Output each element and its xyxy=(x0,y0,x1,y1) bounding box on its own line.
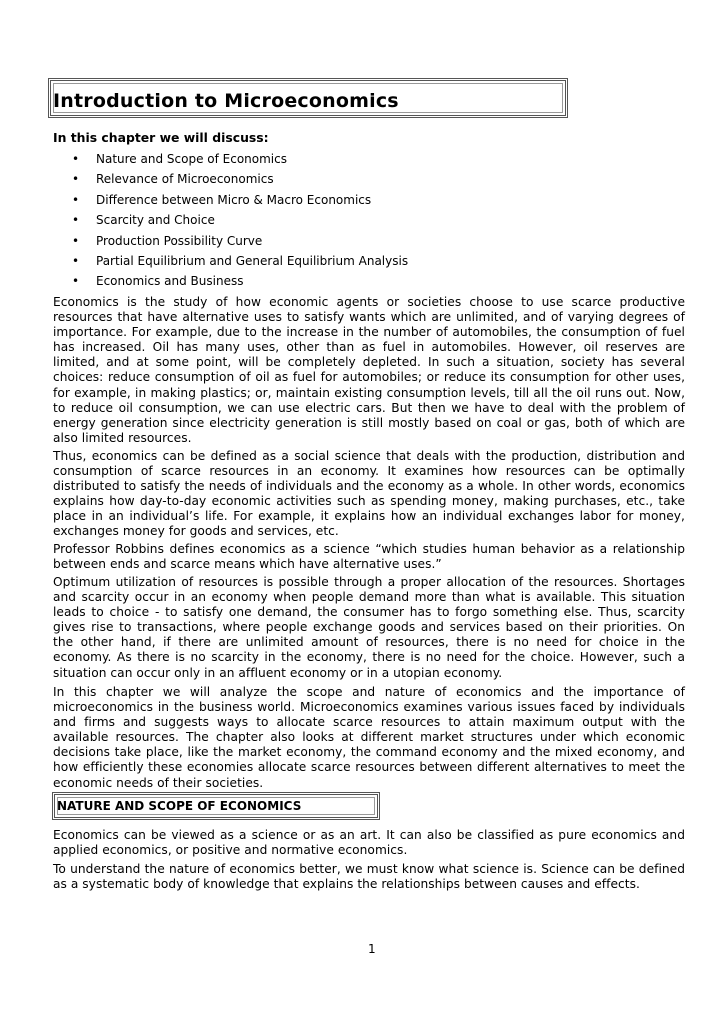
list-item-text: Partial Equilibrium and General Equilibrium Analysis xyxy=(96,253,409,268)
bullet-icon: • xyxy=(72,274,80,289)
paragraph-scarcity: Optimum utilization of resources is possible through a proper allocation of the resources. Shortages and scarcity occur in an economy when people demand more than what is available. This situation leads to choice - to satisfy one demand, the consumer has to forgo something else. Thus, scarcity gives rise to transactions, where people exchange goods and services based on their priorities. On the other hand, if there are unlimited amount of resources, there is no need for choice in the economy. As there is no scarcity in the economy, there is no need for the choice. However, such a situation can occur only in an affluent economy or in a utopian economy. xyxy=(53,575,685,680)
paragraph-robbins-definition: Professor Robbins defines economics as a science “which studies human behavior as a relationship between ends and scarce means which have alternative uses.” xyxy=(53,542,685,572)
bullet-icon: • xyxy=(72,192,80,207)
list-item-text: Difference between Micro & Macro Economics xyxy=(96,192,372,207)
list-item-text: Nature and Scope of Economics xyxy=(96,152,287,166)
list-item-text: Production Possibility Curve xyxy=(96,233,263,248)
chapter-intro: In this chapter we will discuss: xyxy=(53,130,269,145)
list-item-text: Scarcity and Choice xyxy=(96,213,215,228)
chapter-title: Introduction to Microeconomics xyxy=(53,90,399,112)
bullet-icon: • xyxy=(72,233,80,248)
page-number: 1 xyxy=(368,942,376,956)
paragraph-science-or-art: Economics can be viewed as a science or as an art. It can also be classified as pure economics and applied economics, or positive and normative economics. xyxy=(53,828,685,858)
bullet-icon: • xyxy=(72,152,80,166)
paragraph-economics-definition: Economics is the study of how economic agents or societies choose to use scarce productive resources that have alternative uses to satisfy wants which are unlimited, and of varying degrees of importance. For example, due to the increase in the number of automobiles, the consumption of fuel has increased. Oil has many uses, other than as fuel in automobiles. However, oil reserves are limited, and at some point, will be completely depleted. In such a situation, society has several choices: reduce consumption of oil as fuel for automobiles; or reduce its consumption for other uses, for example, in making plastics; or, maintain existing consumption levels, till all the oil runs out. Now, to reduce oil consumption, we can use electric cars. But then we have to deal with the problem of energy generation since electricity generation is still mostly based on coal or gas, both of which are also limited resources. xyxy=(53,295,685,445)
list-item-text: Economics and Business xyxy=(96,274,244,289)
bullet-icon: • xyxy=(72,253,80,268)
section-heading: NATURE AND SCOPE OF ECONOMICS xyxy=(57,799,302,813)
list-item-text: Relevance of Microeconomics xyxy=(96,172,274,187)
paragraph-social-science: Thus, economics can be defined as a social science that deals with the production, distribution and consumption of scarce resources in an economy. It examines how resources can be optimally distributed to satisfy the needs of individuals and the economy as a whole. In other words, economics explains how day-to-day economic activities such as spending money, making purchases, etc., take place in an individual’s life. For example, it explains how an individual exchanges labor for money, exchanges money for goods and services, etc. xyxy=(53,449,685,539)
bullet-icon: • xyxy=(72,172,80,187)
bullet-icon: • xyxy=(72,213,80,228)
paragraph-what-is-science: To understand the nature of economics better, we must know what science is. Science can be defined as a systematic body of knowledge that explains the relationships between causes and effects. xyxy=(53,862,685,892)
paragraph-chapter-overview: In this chapter we will analyze the scope and nature of economics and the importance of microeconomics in the business world. Microeconomics examines various issues faced by individuals and firms and suggests ways to allocate scarce resources to attain maximum output with the available resources. The chapter also looks at different market structures under which economic decisions take place, like the market economy, the command economy and the mixed economy, and how efficiently these economies allocate scarce resources between different alternatives to meet the economic needs of their societies. xyxy=(53,685,685,790)
